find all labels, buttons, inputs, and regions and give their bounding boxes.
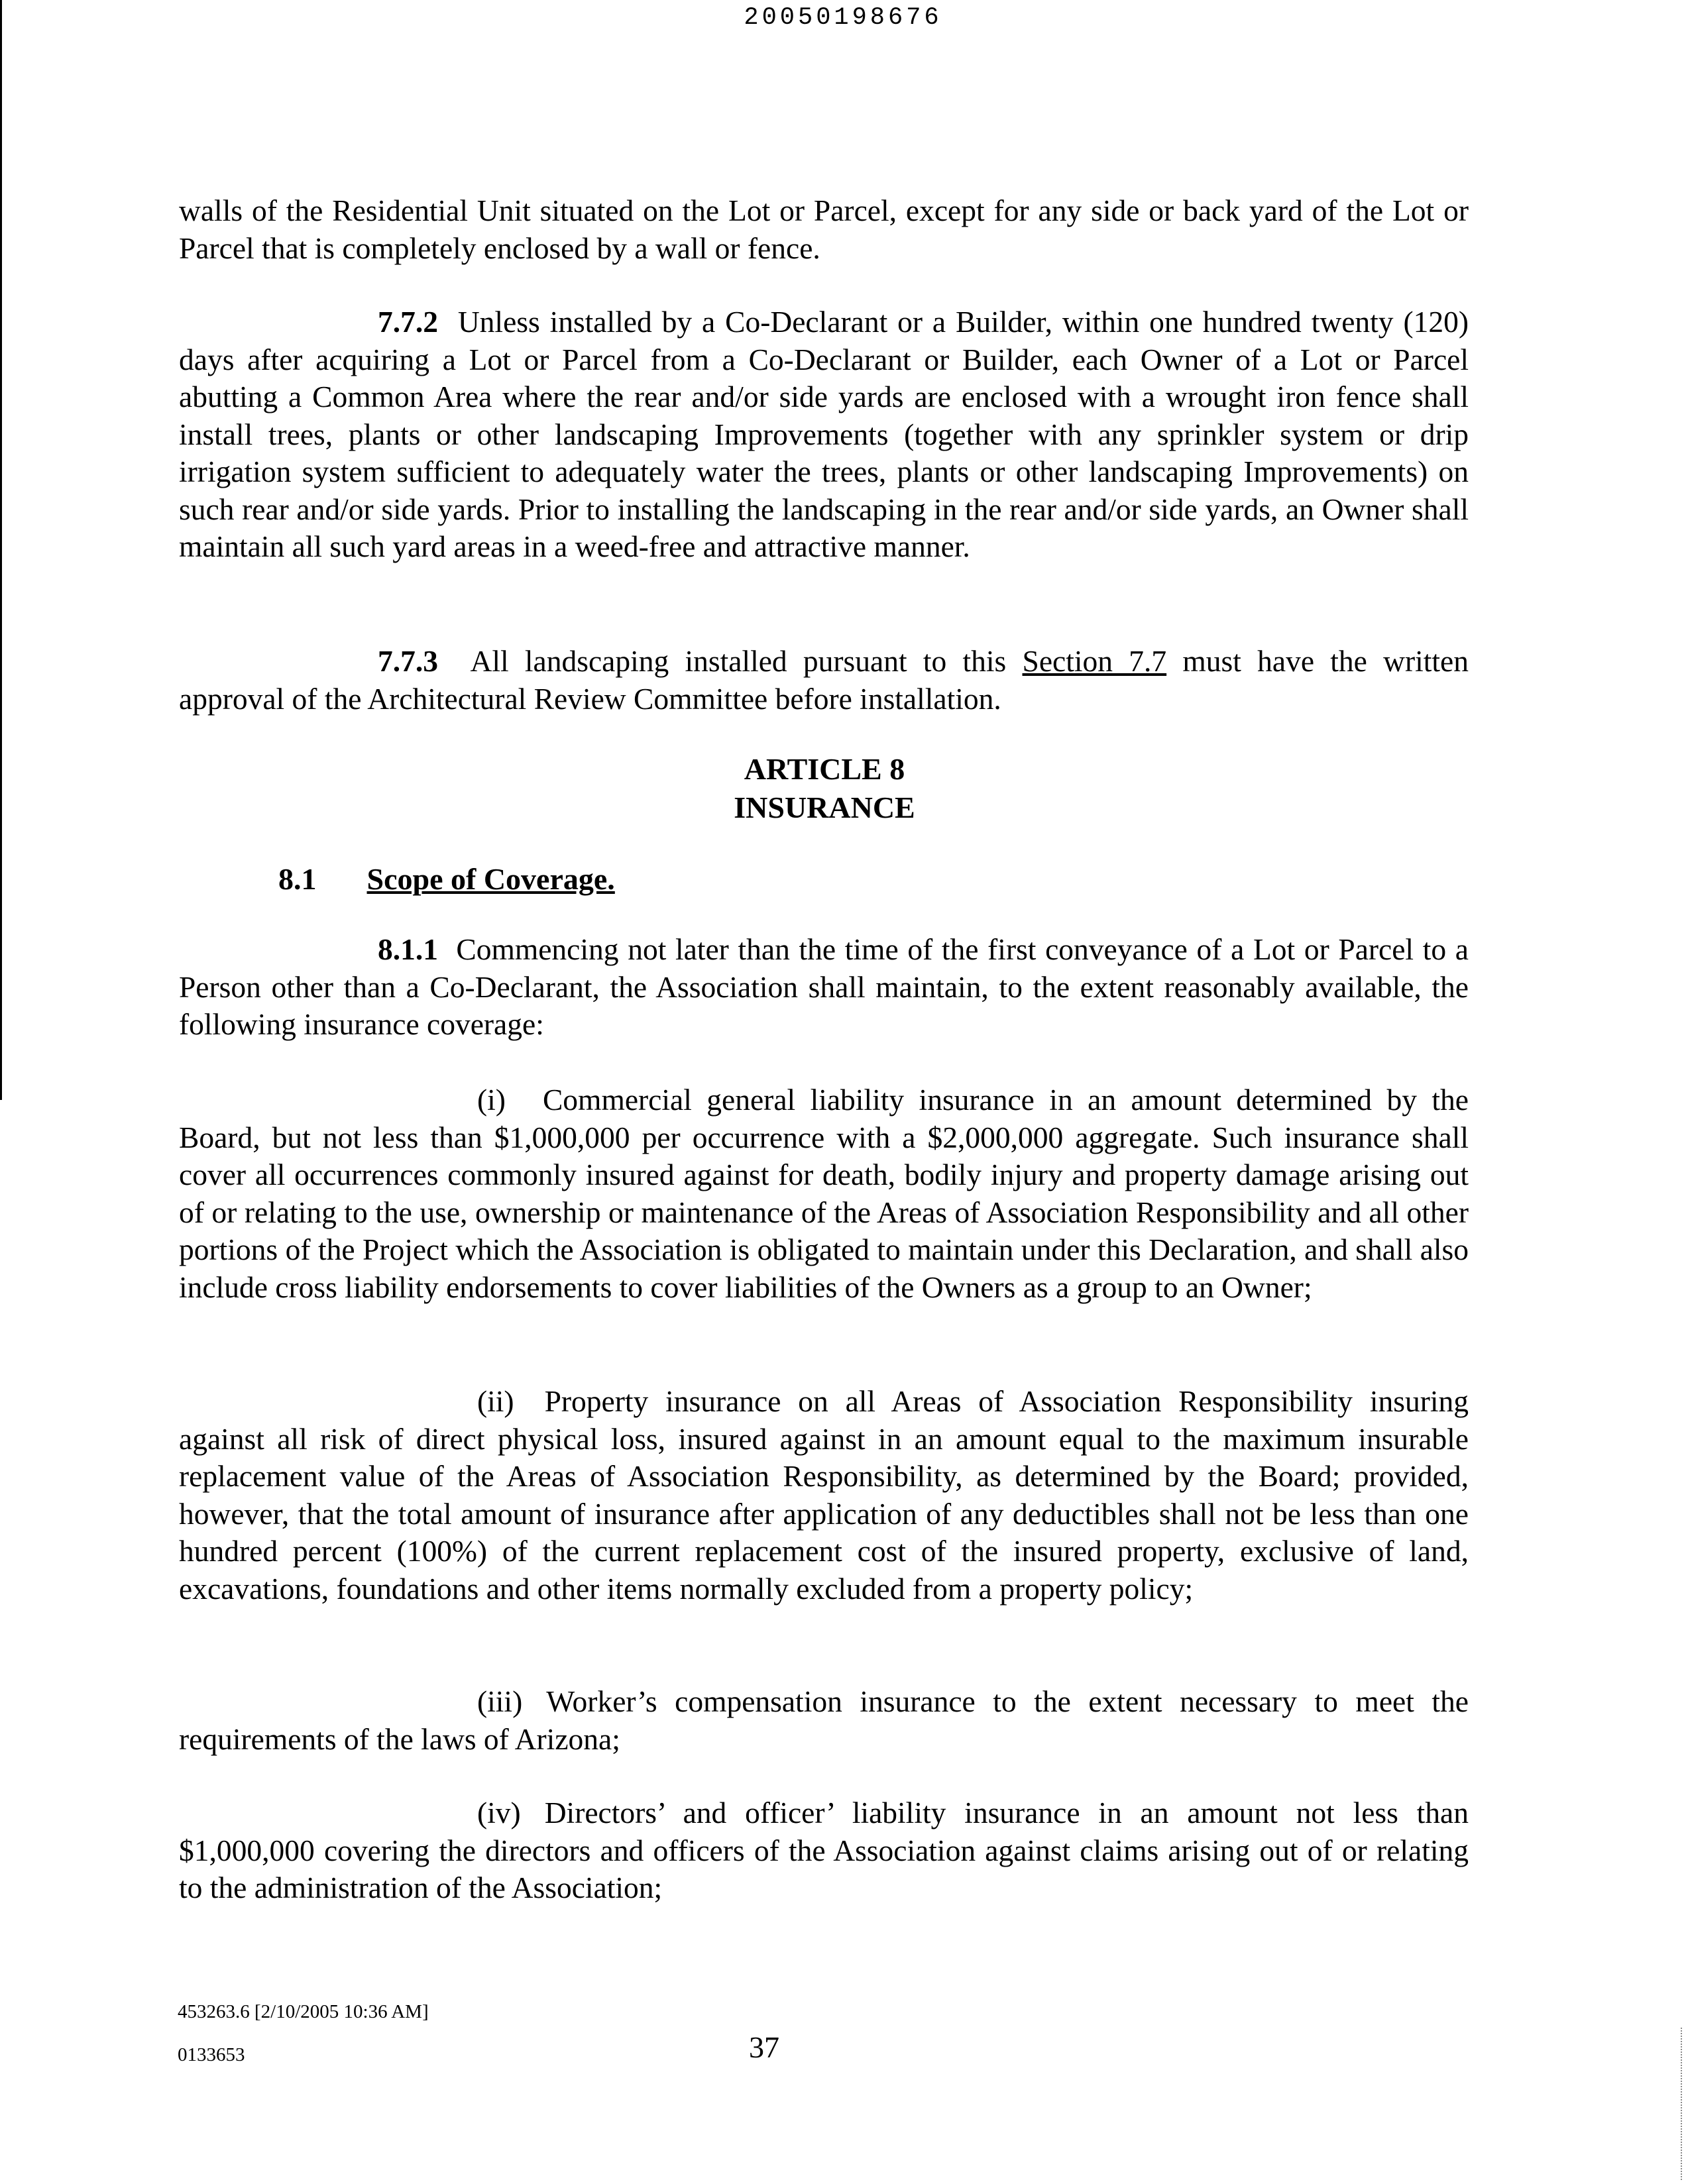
paragraph-body — [179, 643, 1469, 718]
clause-body — [179, 1683, 1469, 1758]
paragraph-body — [179, 931, 1469, 1044]
paragraph-text: must have the written approval of the Architectural Review Committee before installation. — [179, 644, 1469, 716]
paragraph-text: walls of the Residential Unit situated on the Lot or Parcel, except for any side or back yard of the Lot or Parcel that is completely enclosed by a wall or fence. — [179, 193, 1469, 265]
paragraph-7-7-2 — [179, 303, 1469, 566]
scan-edge-line — [0, 0, 2, 1100]
page-number: 37 — [749, 2030, 779, 2064]
paragraph-body — [179, 303, 1469, 566]
footer-file-number: 0133653 — [178, 2044, 245, 2065]
clause-body — [179, 1081, 1469, 1306]
clause-number: (iv) — [477, 1796, 521, 1829]
scan-edge-dots — [1679, 2028, 1682, 2180]
continuation-paragraph — [179, 192, 1469, 267]
clause-number: (ii) — [477, 1384, 514, 1418]
paragraph-number: 7.7.2 — [378, 305, 438, 339]
paragraph-number: 7.7.3 — [378, 644, 438, 678]
clause-text: Worker’s compensation insurance to the extent necessary to meet the requirements of the laws of Arizona; — [179, 1684, 1469, 1756]
footer-doc-id: 453263.6 [2/10/2005 10:36 AM] — [178, 2001, 429, 2022]
document-number: 20050198676 — [744, 4, 942, 32]
clause-iv — [179, 1794, 1469, 1907]
section-number: 8.1 — [278, 862, 317, 896]
clause-body — [179, 1383, 1469, 1608]
paragraph-8-1-1 — [179, 931, 1469, 1044]
clause-number: (iii) — [477, 1684, 523, 1718]
article-heading — [0, 750, 1649, 827]
clause-iii — [179, 1683, 1469, 1758]
paragraph-7-7-3 — [179, 643, 1469, 718]
article-title: ARTICLE 8 — [744, 752, 905, 786]
clause-body — [179, 1794, 1469, 1907]
paragraph-number: 8.1.1 — [378, 932, 438, 966]
section-reference: Section 7.7 — [1022, 644, 1167, 678]
article-subtitle: INSURANCE — [734, 791, 915, 824]
clause-text: Directors’ and officer’ liability insurance in an amount not less than $1,000,000 covering the directors and officers of the Association against claims arising out of or relating to the administration of the Association; — [179, 1796, 1469, 1904]
section-title: Scope of Coverage. — [366, 862, 615, 896]
clause-i — [179, 1081, 1469, 1306]
paragraph-text: All landscaping installed pursuant to this — [470, 644, 1007, 678]
clause-number: (i) — [477, 1083, 506, 1117]
section-heading-8-1 — [278, 861, 615, 897]
paragraph-text: Unless installed by a Co-Declarant or a Builder, within one hundred twenty (120) days after acquiring a Lot or Parcel from a Co-Declarant or Builder, each Owner of a Lot or Parcel abutting a Common Area where the rear and/or side yards are enclosed with a wrought iron fence shall install trees, plants or other landscaping Improvements (together with any sprinkler system or drip irrigation system sufficient to adequately water the trees, plants or other landscaping Improvements) on such rear and/or side yards. Prior to installing the landscaping in the rear and/or side yards, an Owner shall maintain all such yard areas in a weed-free and attractive manner. — [179, 305, 1469, 563]
paragraph-text: Commencing not later than the time of the first conveyance of a Lot or Parcel to a Person other than a Co-Declarant, the Association shall maintain, to the extent reasonably available, the following insurance coverage: — [179, 932, 1469, 1041]
clause-text: Commercial general liability insurance in an amount determined by the Board, but not less than $1,000,000 per occurrence with a $2,000,000 aggregate. Such insurance shall cover all occurrences commonly insured against for death, bodily injury and property damage arising out of or relating to the use, ownership or maintenance of the Areas of Association Responsibility and all other portions of the Project which the Association is obligated to maintain under this Declaration, and shall also include cross liability endorsements to cover liabilities of the Owners as a group to an Owner; — [179, 1083, 1469, 1304]
clause-text: Property insurance on all Areas of Association Responsibility insuring against all risk of direct physical loss, insured against in an amount equal to the maximum insurable replacement value of the Areas of Association Responsibility, as determined by the Board; provided, however, that the total amount of insurance after application of any deductibles shall not be less than one hundred percent (100%) of the current replacement cost of the insured property, exclusive of land, excavations, foundations and other items normally excluded from a property policy; — [179, 1384, 1469, 1606]
clause-ii — [179, 1383, 1469, 1608]
